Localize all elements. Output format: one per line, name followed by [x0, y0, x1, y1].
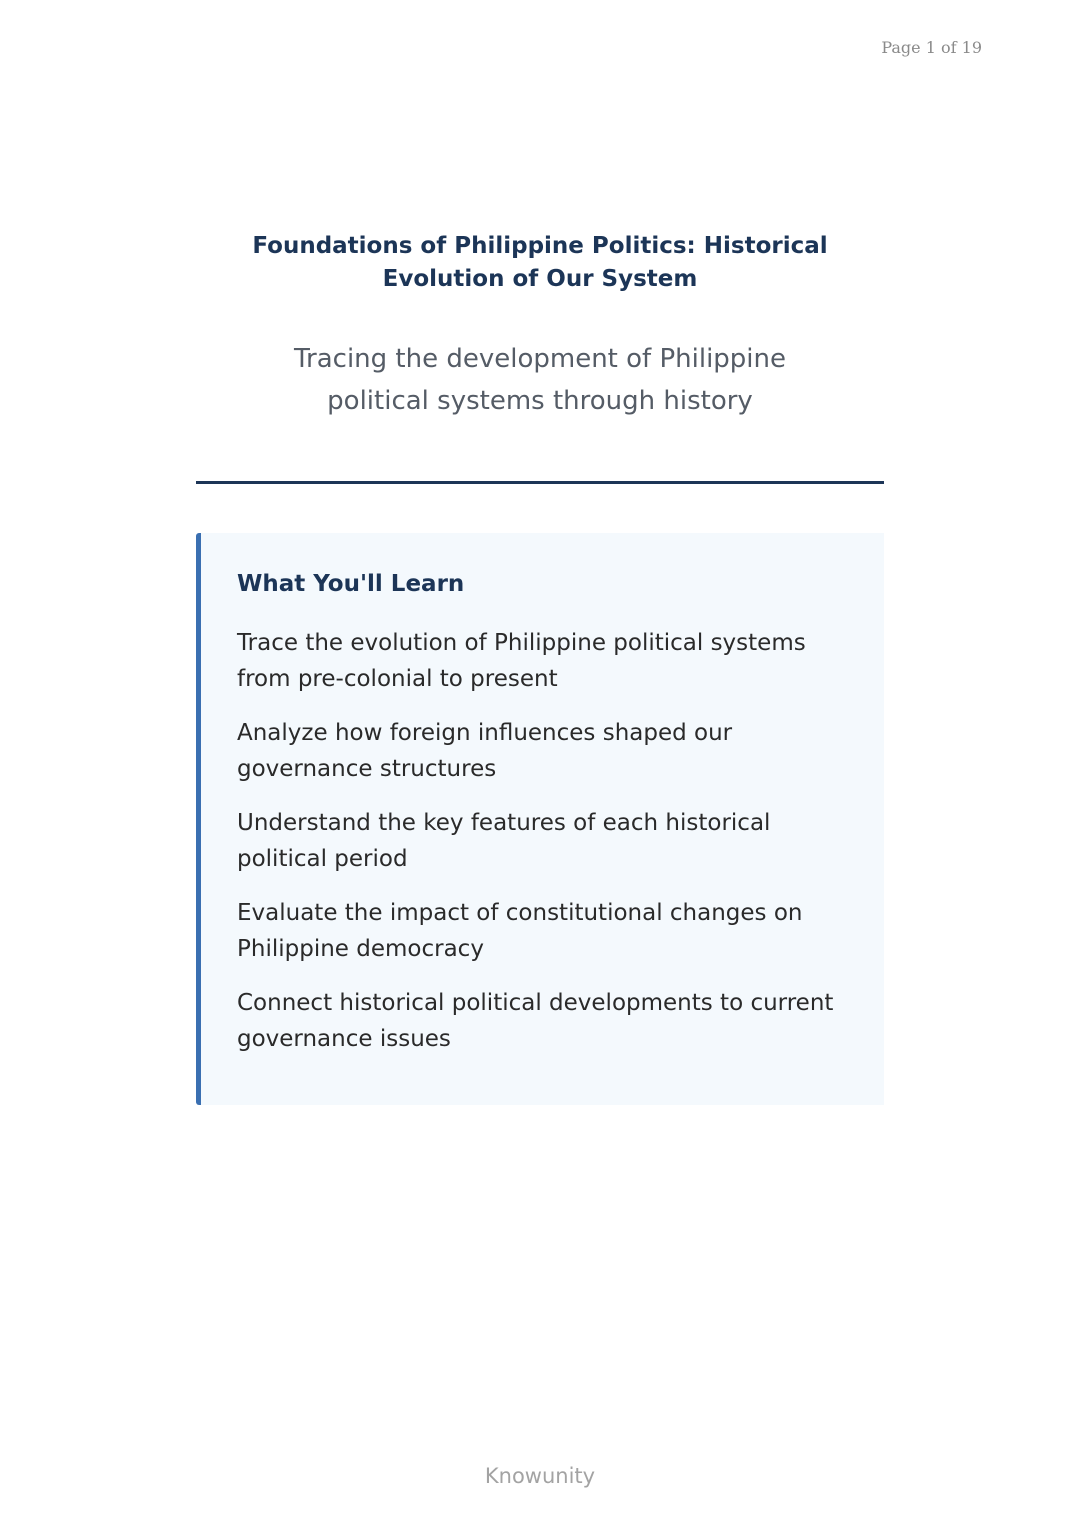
learning-objectives-heading: What You'll Learn	[237, 571, 465, 597]
document-title: Foundations of Philippine Politics: Historical Evolution of Our System	[252, 233, 828, 292]
footer-brand: Knowunity	[484, 1464, 596, 1488]
learning-objectives-list	[237, 625, 854, 1057]
document-subtitle: Tracing the development of Philippine political systems through history	[293, 344, 787, 416]
title-divider	[196, 481, 884, 484]
page-number: Page 1 of 19	[881, 38, 982, 57]
learning-objective-item: Evaluate the impact of constitutional changes on Philippine democracy	[237, 900, 803, 962]
learning-objective-item: Understand the key features of each historical political period	[237, 810, 771, 872]
learning-objective-item: Connect historical political developments to current governance issues	[237, 990, 834, 1052]
learning-objective-item: Trace the evolution of Philippine political systems from pre-colonial to present	[237, 630, 806, 692]
learning-objective-item: Analyze how foreign influences shaped our governance structures	[237, 720, 733, 782]
learning-objectives-box	[196, 533, 884, 1105]
